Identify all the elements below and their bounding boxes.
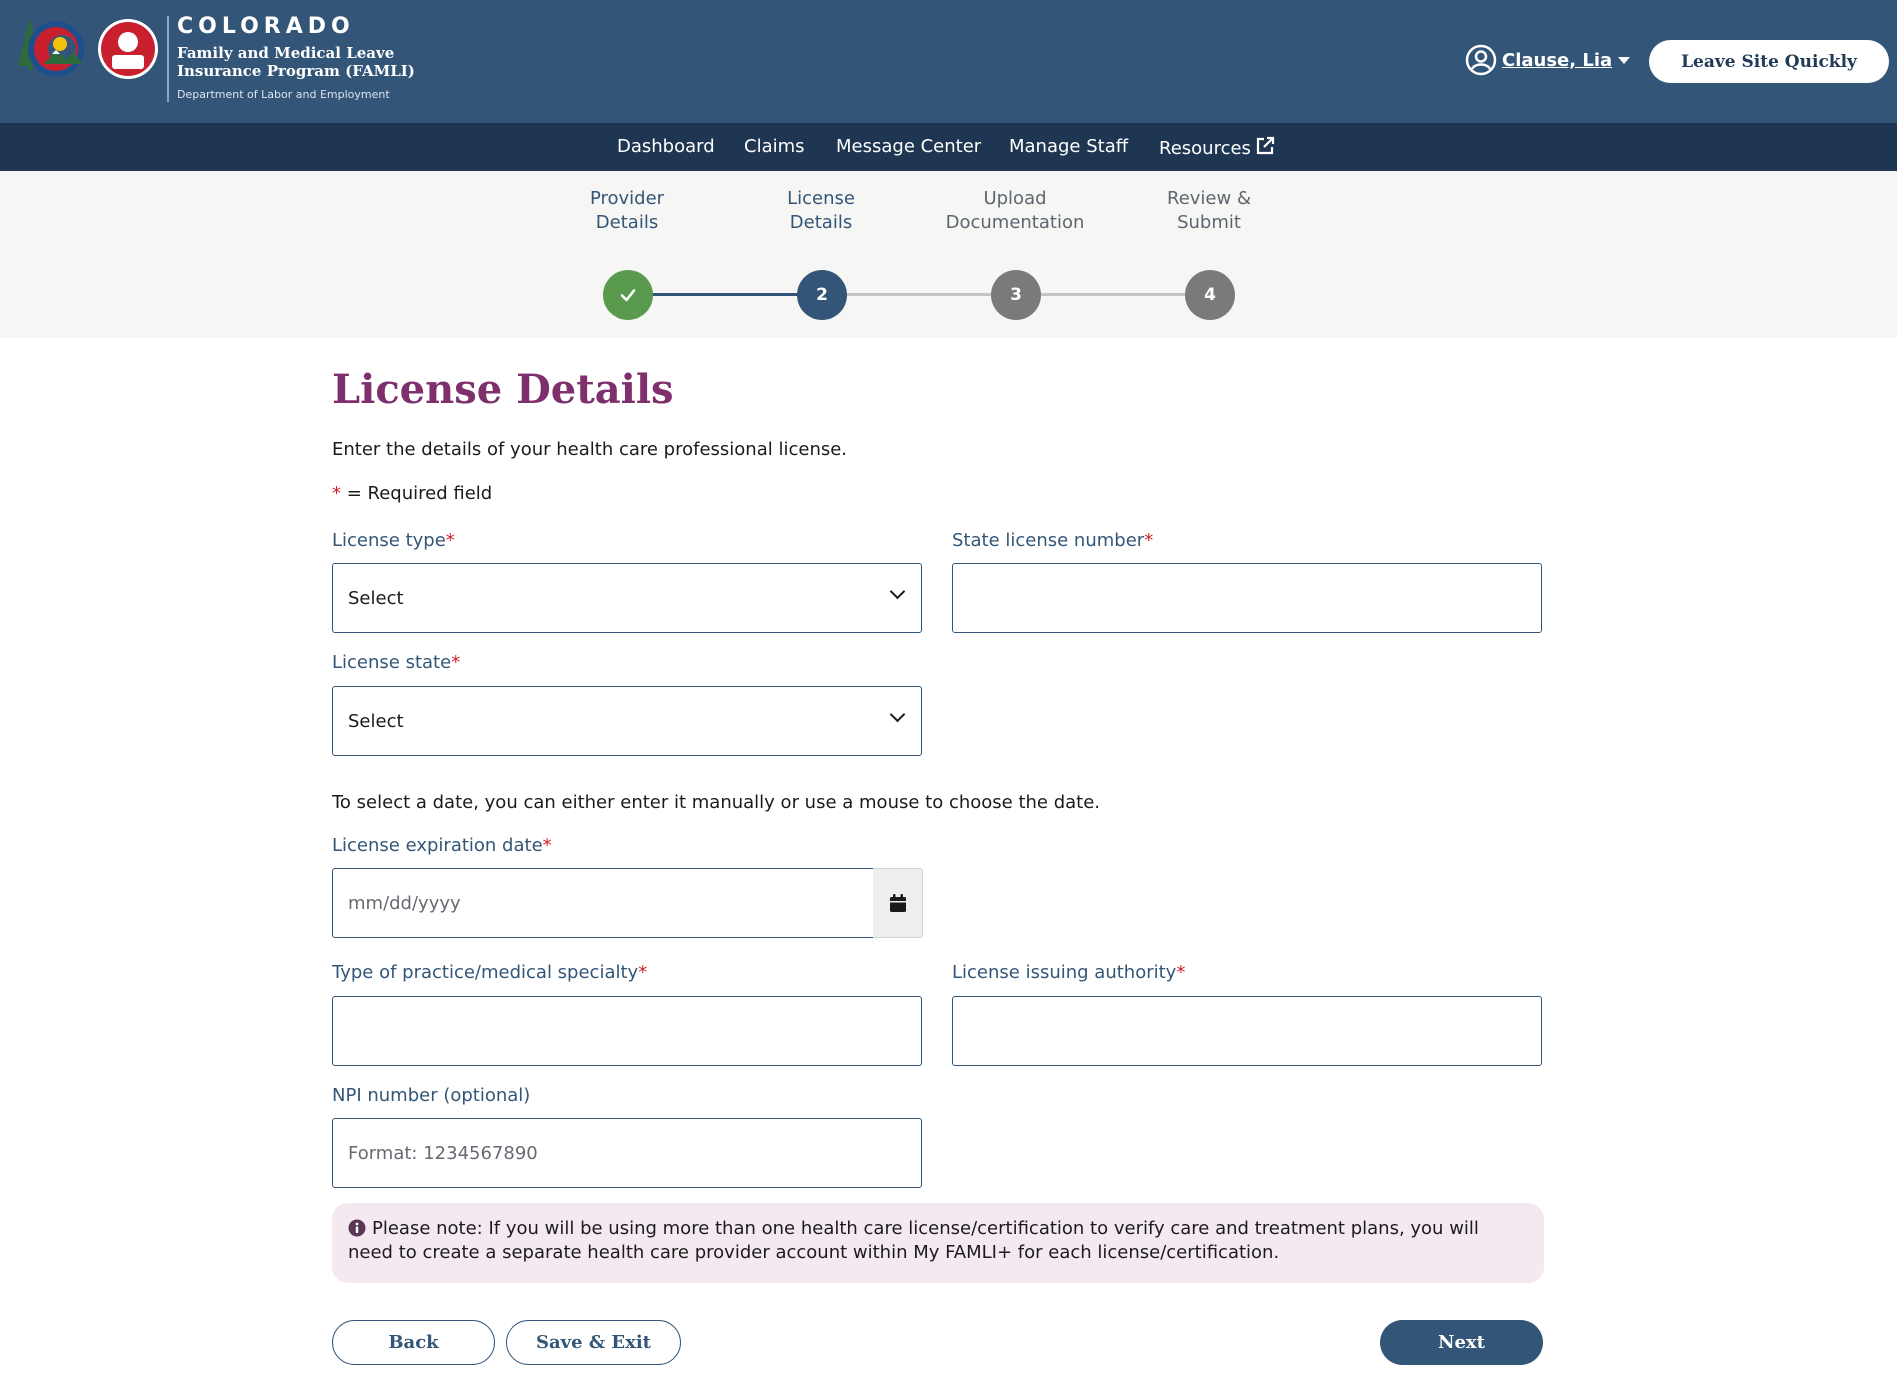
- next-button[interactable]: Next: [1380, 1320, 1543, 1365]
- step-label-provider-details: [537, 187, 717, 235]
- step-label-review-submit: [1119, 187, 1299, 235]
- colorado-cdle-logo[interactable]: [16, 14, 162, 84]
- step-connector-2: [846, 293, 992, 296]
- step-4-line1: Review &: [1167, 188, 1251, 209]
- npi-number-label: NPI number (optional): [332, 1085, 531, 1106]
- chevron-down-icon: [890, 584, 906, 600]
- step-label-upload-documentation: [925, 187, 1105, 235]
- required-asterisk: *: [638, 962, 648, 983]
- date-entry-hint: To select a date, you can either enter it manually or use a mouse to choose the date.: [332, 792, 1101, 813]
- step-2-line1: License: [787, 188, 855, 209]
- nav-claims[interactable]: Claims: [744, 136, 805, 157]
- checkmark-icon: [618, 285, 638, 305]
- form-intro: Enter the details of your health care professional license.: [332, 439, 848, 460]
- expiration-date-label: [332, 834, 552, 858]
- nav-resources[interactable]: [1159, 136, 1275, 160]
- chevron-down-icon: [890, 707, 906, 723]
- license-state-value: Select: [348, 710, 404, 732]
- issuing-authority-input[interactable]: [952, 996, 1542, 1066]
- chevron-down-icon: [1618, 57, 1630, 64]
- step-1-line1: Provider: [589, 188, 665, 209]
- license-type-select[interactable]: [332, 563, 922, 633]
- license-type-label: [332, 529, 455, 553]
- required-asterisk: *: [542, 835, 552, 856]
- issuing-authority-label-text: License issuing authority: [952, 962, 1177, 983]
- brand-program-line1: Family and Medical Leave: [177, 44, 395, 62]
- state-license-number-label-text: State license number: [952, 530, 1145, 551]
- page-title: License Details: [332, 366, 674, 413]
- npi-number-input[interactable]: [332, 1118, 922, 1188]
- brand-title: COLORADO: [177, 14, 355, 39]
- step-3-line2: Documentation: [945, 212, 1085, 233]
- practice-type-label-text: Type of practice/medical specialty: [332, 962, 639, 983]
- brand-divider: [167, 16, 169, 102]
- user-menu[interactable]: [1465, 44, 1630, 76]
- required-note-text: = Required field: [341, 483, 493, 504]
- progress-stepper: [0, 171, 1897, 338]
- calendar-icon: [889, 893, 907, 913]
- required-asterisk: *: [1144, 530, 1154, 551]
- expiration-date-placeholder: mm/dd/yyyy: [348, 892, 461, 914]
- nav-dashboard[interactable]: Dashboard: [617, 136, 715, 157]
- practice-type-label: [332, 961, 647, 985]
- nav-manage-staff[interactable]: Manage Staff: [1009, 136, 1129, 157]
- step-connector-1: [652, 293, 798, 296]
- save-and-exit-button[interactable]: Save & Exit: [506, 1320, 681, 1365]
- step-4-line2: Submit: [1177, 212, 1241, 233]
- step-label-license-details: [731, 187, 911, 235]
- leave-site-quickly-button[interactable]: Leave Site Quickly: [1649, 40, 1889, 83]
- license-type-label-text: License type: [332, 530, 446, 551]
- back-button[interactable]: Back: [332, 1320, 495, 1365]
- expiration-date-input[interactable]: [332, 868, 874, 938]
- step-2-line2: Details: [789, 212, 853, 233]
- nav-message-center[interactable]: Message Center: [836, 136, 982, 157]
- brand-program-line2: Insurance Program (FAMLI): [177, 62, 415, 80]
- required-asterisk: *: [451, 652, 461, 673]
- user-circle-icon: [1465, 44, 1497, 76]
- main-nav: [0, 123, 1897, 171]
- license-type-value: Select: [348, 587, 404, 609]
- step-connector-3: [1040, 293, 1186, 296]
- npi-number-placeholder: Format: 1234567890: [348, 1142, 538, 1164]
- multiple-license-notice: [332, 1203, 1544, 1283]
- calendar-button[interactable]: [873, 868, 923, 938]
- step-3-line1: Upload: [983, 188, 1047, 209]
- required-asterisk: *: [445, 530, 455, 551]
- brand-department: Department of Labor and Employment: [177, 88, 390, 101]
- license-state-label: [332, 651, 460, 675]
- required-field-note: [332, 482, 492, 506]
- info-icon: [348, 1219, 366, 1237]
- practice-type-input[interactable]: [332, 996, 922, 1066]
- license-state-label-text: License state: [332, 652, 452, 673]
- step-1-complete: [603, 270, 653, 320]
- notice-text: Please note: If you will be using more than one health care license/certification to verify care and treatment plans, you will need to create a separate health care provider account within My FAMLI+ for each license/certification.: [348, 1218, 1479, 1263]
- user-name-link[interactable]: Clause, Lia: [1502, 49, 1613, 71]
- external-link-icon: [1255, 136, 1275, 156]
- license-state-select[interactable]: [332, 686, 922, 756]
- nav-resources-label: Resources: [1159, 138, 1251, 159]
- state-license-number-input[interactable]: [952, 563, 1542, 633]
- state-license-number-label: [952, 529, 1153, 553]
- step-4-upcoming: 4: [1185, 270, 1235, 320]
- step-1-line2: Details: [595, 212, 659, 233]
- brand-block: [177, 14, 415, 102]
- issuing-authority-label: [952, 961, 1185, 985]
- required-asterisk: *: [1176, 962, 1186, 983]
- site-header: [0, 0, 1897, 123]
- step-3-upcoming: 3: [991, 270, 1041, 320]
- expiration-date-label-text: License expiration date: [332, 835, 543, 856]
- required-asterisk: *: [332, 483, 341, 504]
- step-2-current: 2: [797, 270, 847, 320]
